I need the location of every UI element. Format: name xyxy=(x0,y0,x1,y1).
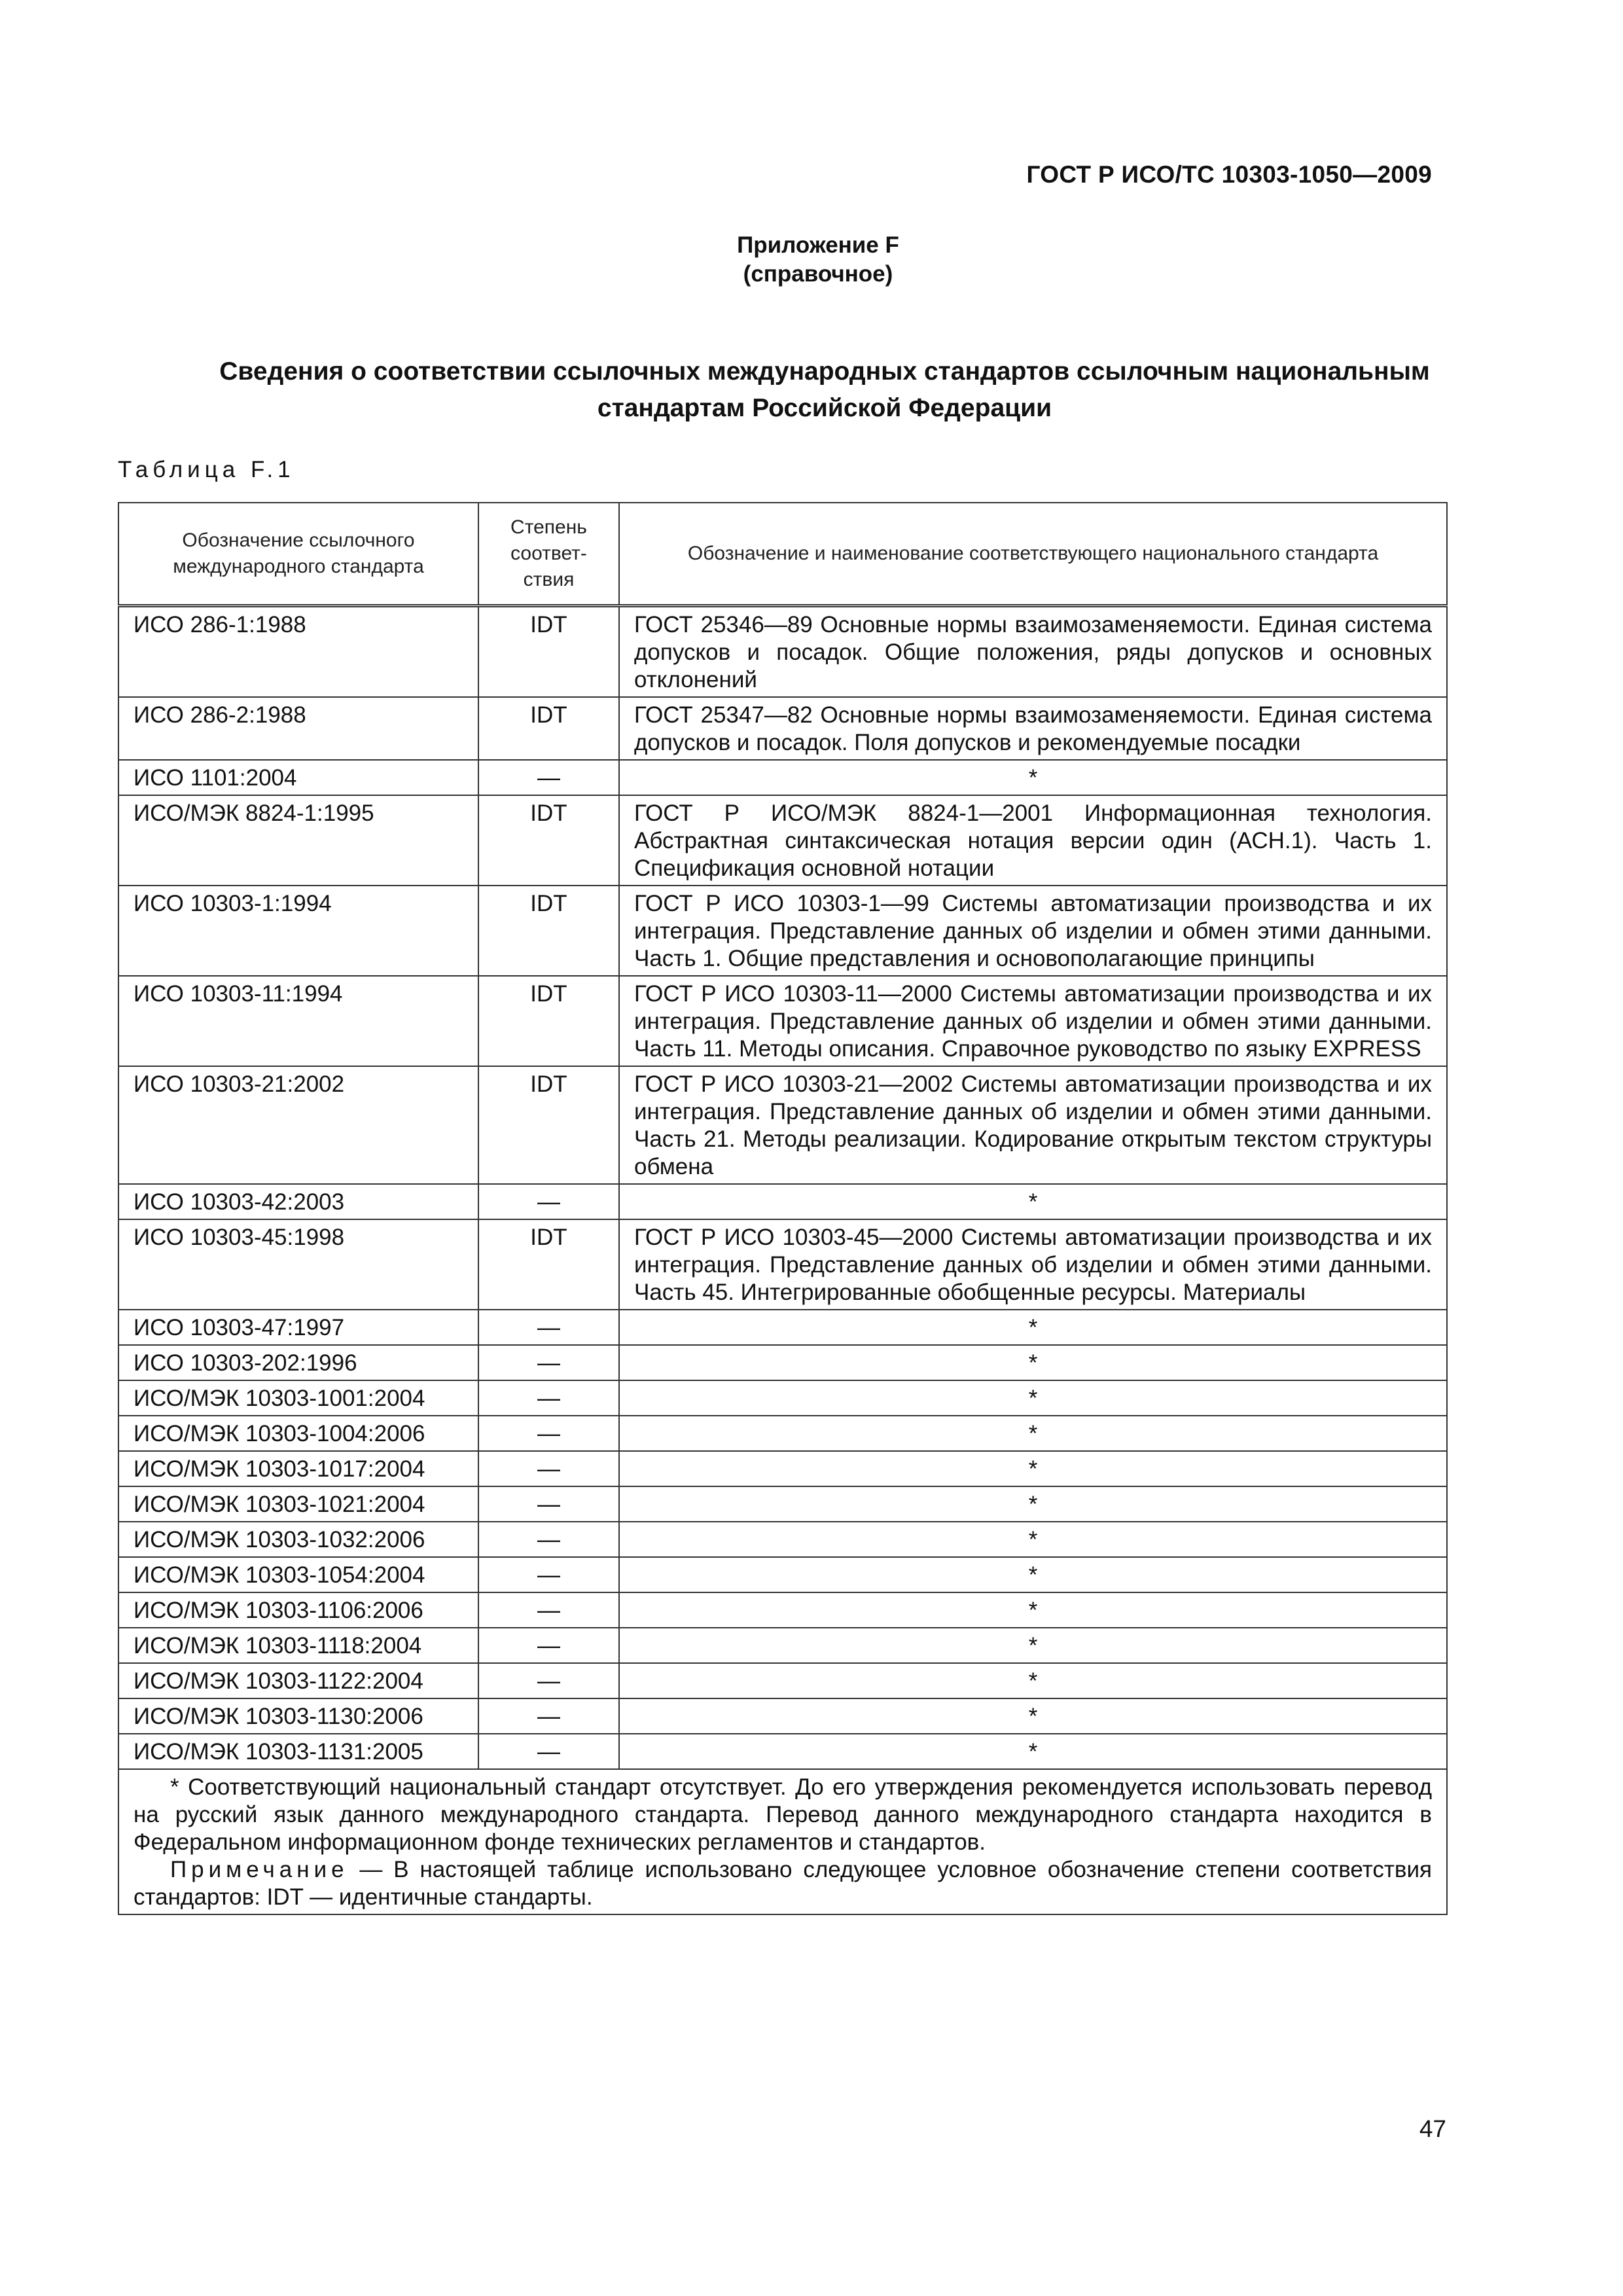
degree-cell: IDT xyxy=(478,886,619,976)
page-number: 47 xyxy=(1419,2115,1446,2142)
appendix-kind: (справочное) xyxy=(743,261,893,287)
international-standard-cell: ИСО/МЭК 10303-1032:2006 xyxy=(118,1522,478,1557)
national-standard-cell: ГОСТ 25346—89 Основные нормы взаимозаменяемости. Единая система допусков и посадок. Общие положения, ряды допусков и основных отклонений xyxy=(619,605,1447,697)
table-row xyxy=(118,1184,1447,1219)
degree-cell: — xyxy=(478,1451,619,1486)
international-standard-cell: ИСО/МЭК 10303-1131:2005 xyxy=(118,1734,478,1769)
degree-cell: IDT xyxy=(478,1219,619,1310)
table-row xyxy=(118,1066,1447,1184)
table-footnote-row xyxy=(118,1769,1447,1914)
table-row xyxy=(118,1486,1447,1522)
table-row xyxy=(118,1698,1447,1734)
international-standard-cell: ИСО 10303-42:2003 xyxy=(118,1184,478,1219)
degree-cell: — xyxy=(478,1557,619,1592)
table-row xyxy=(118,605,1447,697)
international-standard-cell: ИСО 10303-47:1997 xyxy=(118,1310,478,1345)
table-row xyxy=(118,795,1447,886)
international-standard-cell: ИСО 10303-11:1994 xyxy=(118,976,478,1066)
degree-cell: — xyxy=(478,1486,619,1522)
national-standard-cell: ГОСТ Р ИСО 10303-1—99 Системы автоматизации производства и их интеграция. Представление данных об изделии и обмен этими данными. Часть 1. Общие представления и основополагающие принципы xyxy=(619,886,1447,976)
international-standard-cell: ИСО/МЭК 10303-1017:2004 xyxy=(118,1451,478,1486)
header-national-standard: Обозначение и наименование соответствующего национального стандарта xyxy=(619,503,1447,605)
national-standard-cell: ГОСТ 25347—82 Основные нормы взаимозаменяемости. Единая система допусков и посадок. Поля допусков и рекомендуемые посадки xyxy=(619,697,1447,760)
national-standard-cell: * xyxy=(619,1380,1447,1416)
international-standard-cell: ИСО/МЭК 10303-1021:2004 xyxy=(118,1486,478,1522)
table-row xyxy=(118,1628,1447,1663)
degree-cell: — xyxy=(478,1734,619,1769)
international-standard-cell: ИСО/МЭК 10303-1130:2006 xyxy=(118,1698,478,1734)
table-row xyxy=(118,1416,1447,1451)
national-standard-cell: * xyxy=(619,1663,1447,1698)
national-standard-cell: * xyxy=(619,1557,1447,1592)
standards-correspondence-table xyxy=(118,502,1448,1915)
international-standard-cell: ИСО/МЭК 10303-1122:2004 xyxy=(118,1663,478,1698)
degree-cell: — xyxy=(478,1380,619,1416)
table-header-row xyxy=(118,503,1447,605)
degree-cell: — xyxy=(478,1628,619,1663)
document-code: ГОСТ Р ИСО/ТС 10303-1050—2009 xyxy=(1026,161,1432,188)
degree-cell: — xyxy=(478,1698,619,1734)
table-row xyxy=(118,886,1447,976)
section-title-line-2: стандартам Российской Федерации xyxy=(597,394,1052,422)
international-standard-cell: ИСО/МЭК 10303-1054:2004 xyxy=(118,1557,478,1592)
table-row xyxy=(118,1734,1447,1769)
appendix-title: Приложение F xyxy=(737,232,899,258)
national-standard-cell: * xyxy=(619,1345,1447,1380)
national-standard-cell: ГОСТ Р ИСО 10303-11—2000 Системы автоматизации производства и их интеграция. Представление данных об изделии и обмен этими данными. Часть 11. Методы описания. Справочное руководство по языку EXPRESS xyxy=(619,976,1447,1066)
table-row xyxy=(118,1310,1447,1345)
national-standard-cell: * xyxy=(619,1592,1447,1628)
note-word: Примечание xyxy=(170,1856,349,1882)
degree-cell: — xyxy=(478,760,619,795)
national-standard-cell: ГОСТ Р ИСО/МЭК 8824-1—2001 Информационная технология. Абстрактная синтаксическая нотация версии один (АСН.1). Часть 1. Спецификация основной нотации xyxy=(619,795,1447,886)
degree-cell: IDT xyxy=(478,605,619,697)
national-standard-cell: * xyxy=(619,1486,1447,1522)
international-standard-cell: ИСО/МЭК 10303-1118:2004 xyxy=(118,1628,478,1663)
national-standard-cell: * xyxy=(619,1734,1447,1769)
international-standard-cell: ИСО 286-2:1988 xyxy=(118,697,478,760)
table-row xyxy=(118,760,1447,795)
national-standard-cell: * xyxy=(619,1184,1447,1219)
header-degree: Степень соответ- ствия xyxy=(478,503,619,605)
international-standard-cell: ИСО 10303-202:1996 xyxy=(118,1345,478,1380)
degree-cell: IDT xyxy=(478,976,619,1066)
international-standard-cell: ИСО 1101:2004 xyxy=(118,760,478,795)
degree-cell: — xyxy=(478,1184,619,1219)
note-paragraph xyxy=(134,1856,1432,1911)
degree-cell: IDT xyxy=(478,1066,619,1184)
table-row xyxy=(118,697,1447,760)
international-standard-cell: ИСО/МЭК 10303-1004:2006 xyxy=(118,1416,478,1451)
table-body xyxy=(118,605,1447,1769)
header-international-standard: Обозначение ссылочного международного стандарта xyxy=(118,503,478,605)
national-standard-cell: * xyxy=(619,1310,1447,1345)
national-standard-cell: * xyxy=(619,1416,1447,1451)
degree-cell: — xyxy=(478,1310,619,1345)
footnote-text: * Соответствующий национальный стандарт отсутствует. До его утверждения рекомендуется использовать перевод на русский язык данного международного стандарта. Перевод данного международного стандарта находится в Федеральном информационном фонде технических регламентов и стандартов. xyxy=(134,1774,1432,1855)
degree-cell: — xyxy=(478,1663,619,1698)
table-footnote xyxy=(118,1769,1447,1914)
international-standard-cell: ИСО/МЭК 10303-1001:2004 xyxy=(118,1380,478,1416)
table-row xyxy=(118,1522,1447,1557)
table-row xyxy=(118,1592,1447,1628)
note-text: — В настоящей таблице использовано следующее условное обозначение степени соответствия стандартов: IDT — идентичные стандарты. xyxy=(134,1856,1432,1910)
table-row xyxy=(118,1380,1447,1416)
national-standard-cell: * xyxy=(619,760,1447,795)
degree-cell: — xyxy=(478,1592,619,1628)
degree-cell: IDT xyxy=(478,697,619,760)
appendix-heading xyxy=(0,231,1623,289)
table-row xyxy=(118,1345,1447,1380)
national-standard-cell: ГОСТ Р ИСО 10303-45—2000 Системы автоматизации производства и их интеграция. Представление данных об изделии и обмен этими данными. Часть 45. Интегрированные обобщенные ресурсы. Материалы xyxy=(619,1219,1447,1310)
national-standard-cell: * xyxy=(619,1698,1447,1734)
international-standard-cell: ИСО/МЭК 10303-1106:2006 xyxy=(118,1592,478,1628)
table-row xyxy=(118,976,1447,1066)
table-row xyxy=(118,1557,1447,1592)
national-standard-cell: ГОСТ Р ИСО 10303-21—2002 Системы автоматизации производства и их интеграция. Представление данных об изделии и обмен этими данными. Часть 21. Методы реализации. Кодирование открытым текстом структуры обмена xyxy=(619,1066,1447,1184)
degree-cell: — xyxy=(478,1345,619,1380)
international-standard-cell: ИСО 10303-45:1998 xyxy=(118,1219,478,1310)
national-standard-cell: * xyxy=(619,1628,1447,1663)
international-standard-cell: ИСО 286-1:1988 xyxy=(118,605,478,697)
degree-cell: — xyxy=(478,1416,619,1451)
international-standard-cell: ИСО 10303-1:1994 xyxy=(118,886,478,976)
section-title-line-1: Сведения о соответствии ссылочных международных стандартов ссылочным национальным xyxy=(219,357,1430,386)
table-row xyxy=(118,1451,1447,1486)
degree-cell: — xyxy=(478,1522,619,1557)
national-standard-cell: * xyxy=(619,1522,1447,1557)
table-row xyxy=(118,1663,1447,1698)
international-standard-cell: ИСО/МЭК 8824-1:1995 xyxy=(118,795,478,886)
table-row xyxy=(118,1219,1447,1310)
international-standard-cell: ИСО 10303-21:2002 xyxy=(118,1066,478,1184)
section-title xyxy=(157,353,1492,427)
table-label: Таблица F.1 xyxy=(118,457,295,482)
degree-cell: IDT xyxy=(478,795,619,886)
national-standard-cell: * xyxy=(619,1451,1447,1486)
